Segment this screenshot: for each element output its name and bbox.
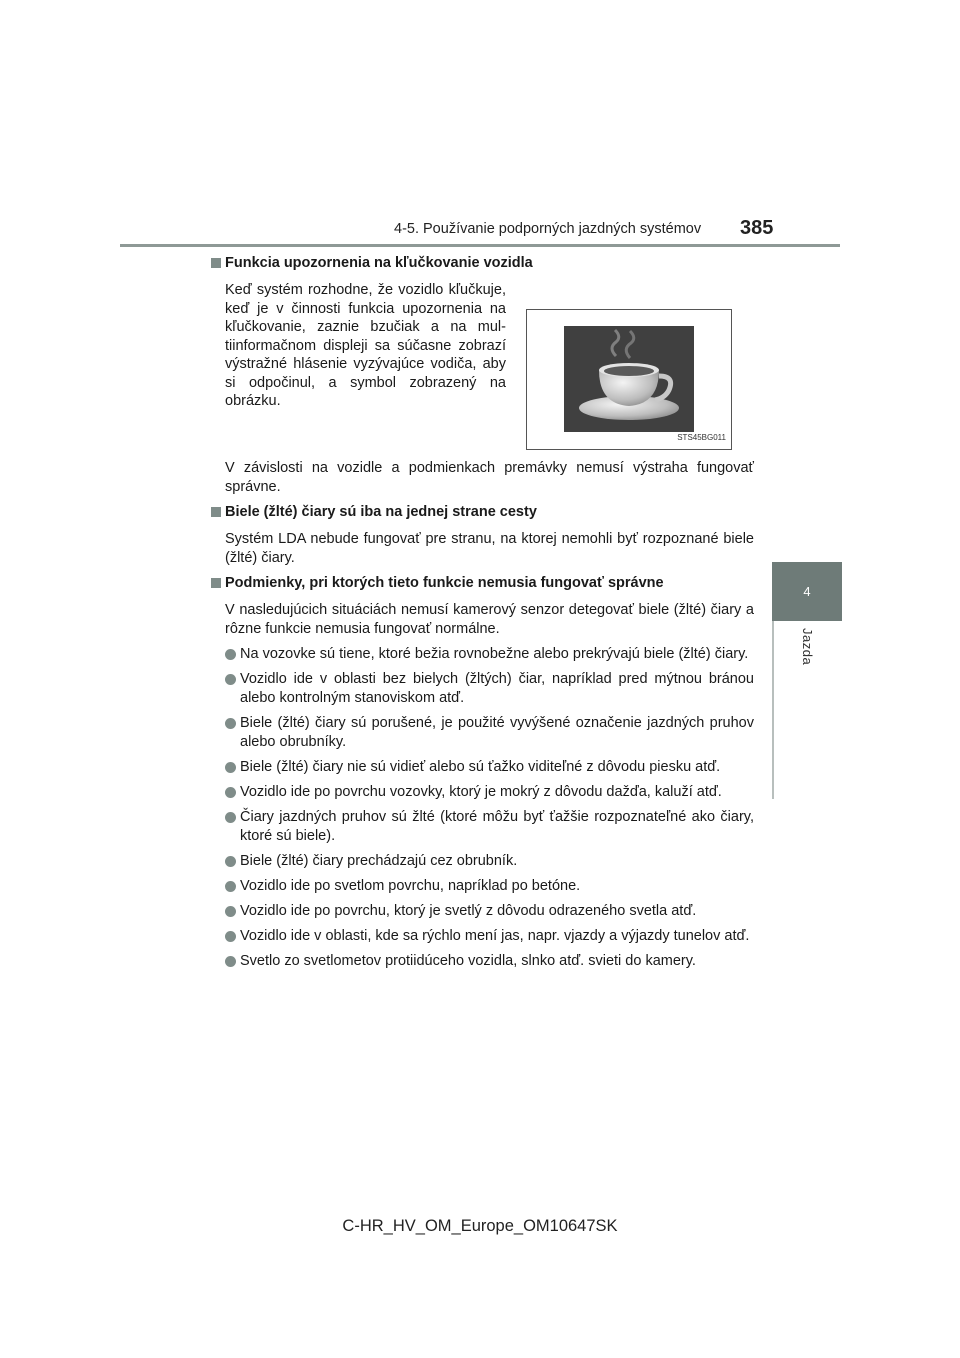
section-paragraph: Systém LDA nebude fungovať pre stranu, na ktorej nemohli byť rozpoznané biele (žlté) čiary. — [225, 531, 754, 566]
section-heading: Biele (žlté) čiary sú iba na jednej strane cesty — [210, 503, 754, 522]
list-item: Na vozovke sú tiene, ktoré bežia rovnobežne alebo prekrývajú biele (žlté) čiary. — [225, 645, 754, 664]
figure-code: STS45BG011 — [677, 433, 726, 442]
chapter-tab: 4 — [772, 562, 842, 621]
header-divider — [120, 244, 840, 247]
list-item: Biele (žlté) čiary sú porušené, je použité vyvýšené označenie jazdných pruhov alebo obrubníky. — [225, 714, 754, 752]
page-number: 385 — [740, 217, 774, 239]
page-content — [210, 254, 754, 977]
intro-block — [210, 281, 754, 442]
list-item: Vozidlo ide v oblasti, kde sa rýchlo mení jas, napr. vjazdy a výjazdy tunelov atď. — [225, 927, 754, 946]
list-item: Vozidlo ide po povrchu, ktorý je svetlý z dôvodu odrazeného svetla atď. — [225, 902, 754, 921]
section-title: 4-5. Používanie podporných jazdných systémov — [394, 221, 702, 237]
chapter-label: Jazda — [800, 628, 815, 666]
list-item: Svetlo zo svetlometov protiidúceho vozidla, slnko atď. svieti do kamery. — [225, 952, 754, 971]
section-heading: Podmienky, pri ktorých tieto funkcie nemusia fungovať správne — [210, 574, 754, 593]
note-paragraph: V závislosti na vozidle a podmienkach premávky nemusí výstraha fungovať správne. — [225, 460, 754, 495]
coffee-cup-icon — [564, 326, 694, 432]
list-item: Vozidlo ide v oblasti bez bielych (žltých) čiar, napríklad pred mýtnou bránou alebo kontrolným stanoviskom atď. — [225, 670, 754, 708]
list-item: Čiary jazdných pruhov sú žlté (ktoré môžu byť ťažšie rozpoznateľné ako čiary, ktoré sú biele). — [225, 808, 754, 846]
list-item: Vozidlo ide po povrchu vozovky, ktorý je mokrý z dôvodu dažďa, kaluží atď. — [225, 783, 754, 802]
document-id: C-HR_HV_OM_Europe_OM10647SK — [342, 1217, 618, 1235]
list-item: Biele (žlté) čiary nie sú vidieť alebo sú ťažko viditeľné z dôvodu piesku atď. — [225, 758, 754, 777]
section-heading: Funkcia upozornenia na kľučkovanie vozidla — [210, 254, 754, 273]
list-item: Vozidlo ide po svetlom povrchu, napríklad po betóne. — [225, 877, 754, 896]
coffee-cup-figure — [526, 309, 732, 450]
list-item: Biele (žlté) čiary prechádzajú cez obrubník. — [225, 852, 754, 871]
section-paragraph: V nasledujúcich situáciách nemusí kamerový senzor detegovať biele (žlté) čiary a rôzne funkcie nemusia fungovať normálne. — [225, 602, 754, 637]
intro-paragraph: Keď systém rozhodne, že vozidlo kľučkuje, keď je v činnosti funkcia upozornenia na kľučkovanie, zaznie bzučiak a na multiinformačnom displeji sa súčasne zobrazí výstražné hlásenie vyzývajúce vodiča, aby si odpočinul, a symbol zobrazený na obrázku. — [225, 282, 506, 409]
